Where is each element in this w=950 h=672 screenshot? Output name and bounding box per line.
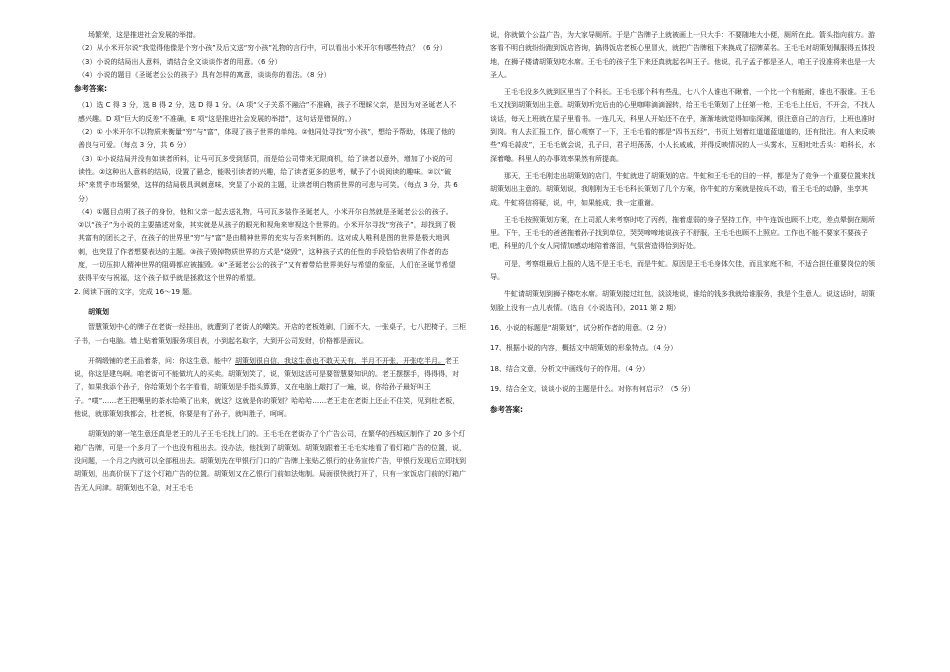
story-title: 胡策划: [88, 307, 109, 316]
intro-tail: 场繁荣，这是推进社会发展的举措。: [88, 31, 200, 39]
story-paragraph-8: 牛虻请胡策划到狮子楼吃水席。胡策划接过红包，淡淡地说，谁给的钱多我就给谁服务，我是个生意人。说这话时，胡策划脸上没有一点儿表情。（选自《小说选刊》，2011 第 2 期）: [490, 290, 875, 312]
story-paragraph-7: 可是，考察组最后上报的人选不是王毛毛，而是牛虻。原因是王毛毛身体欠佳，而且家庭不和，不适合担任重要岗位的领导。: [490, 259, 875, 282]
question-16: 16、小说的标题是“胡策划”，试分析作者的用意。（2 分）: [490, 323, 671, 332]
answer-heading: 参考答案:: [74, 84, 107, 94]
question-2: （2）从小米开尔说“我觉得他像是个穷小孩”及后文送“穷小孩”礼物的言行中，可以看出小米开尔有哪些特点？（6 分）: [78, 44, 447, 53]
answer-2: （2）① 小米开尔不以物质来衡量“穷”与“富”，体现了孩子世界的单纯。②他同处寻找“穷小孩”，想给予帮助，体现了他的善良与可爱。（每点 3 分，共 6 分）: [78, 128, 455, 150]
story-paragraph-6: 王毛毛按照策划方案，在上司派人来考察时吃了丙药，拖着虚弱的身子坚持工作，中午连饭也顾不上吃，差点晕倒在厕所里。下午，王毛毛的爸爸拖着孙子找到单位，哭哭啼啼地说孩子不舒服，王毛毛也顾不上照应。工作也不能不要家不要孩子吧，科里的几个女人同情加感动地陪着落泪，气氛营造得恰到好处。: [490, 215, 875, 251]
story-paragraph-1: 智慧策划中心的牌子在老街一经挂出，就遭到了老街人的嘲笑。开店的老板姓刷，门面不大，一张桌子，七八把椅子，三柜子书，一台电脑。墙上贴着策划服务项目表，小到起名取字，大到开公司发财，价格都是面议。: [74, 323, 466, 345]
question-18: 18、结合文意，分析文中画线句子的作用。（4 分）: [490, 364, 650, 373]
story-paragraph-2-rest: 老王说，你这是建鸟啊。咱老街可不能做坑人的买卖。胡策划笑了，说，策划这活可是要智慧要知识的。老王摆摆手，得得得，对了，如果我添个孙子，你给策划个名字看看，胡策划是手指头算算，又在电脑上敲打了一遍，说，你给孙子最好叫王子。“噗”……老王把嘴里的茶水给喷了出来，就这？这就是你的策划？哈哈哈……老王走在老街上还止不住笑，见到杜老板，他说，就那策划我都会，杜老板，你要是有了孙子，就叫胜子，呵呵。: [74, 356, 460, 419]
story-paragraph-5: 那天，王毛毛刚走出胡策划的店门，牛虻就进了胡策划的店。牛虻和王毛毛的目的一样，都是为了竞争一个重要位置来找胡策划出主意的。胡策划说，我刚刚为王毛毛科长策划了几个方案，你牛虻的方案就是按兵不动，看王毛毛的动静，坐享其成。牛虻将信将疑，说，中，如果能成，我一定重谢。: [490, 171, 875, 207]
story-paragraph-4: 王毛毛没多久就到区里当了个科长。王毛毛那个科有些乱，七八个人谁也不瞅着，一个比一个有能耐，谁也不服谁。王毛毛又找到胡策划出主意。胡策划听完后由的心里咖啡滴滴溜转，给王毛毛策划了上任第一枪，王毛毛上任后，不开会，不找人谈话，每天上班就在屋子里看书。一连几天，科里人开始还不在乎，渐渐地就觉得如临深渊，很注意自己的言行，上班也准时到岗。有人去汇报工作，留心观察了一下，王毛毛看的都是“四书五经”，书页上划着红道道蓝道道的，还有批注。有人来反映些“鸡毛蒜皮”，王毛毛就会说，孔子曰，君子坦荡荡，小人长戚戚，并得反映情况的人一头雾水，互相吐吐舌头：咱科长，水深着嘞。科里人的办事效率果然有所提高。: [490, 88, 876, 163]
question-19: 19、结合全文，谈谈小说的主题是什么。对你有何启示？（5 分）: [490, 384, 695, 393]
answer-3: （3）①小说结局并没有如读者所料，让马可瓦多受到惩罚，而是给公司带来无限商机，给了读者以意外，增加了小说的可读性。②这种出人意料的结局，设置了悬念，能吸引读者的兴趣，给了读者更多的思考，赋予了小说阅读的趣味。②以“破坏”来贯乎市场繁荣，这样的结局极具讽刺意味，突显了小说的主题，让读者明白物质世界的可悲与可笑。（每点 3 分，共 6 分）: [78, 154, 458, 203]
section-instruction: 2. 阅读下面的文字，完成 16～19 题。: [74, 287, 197, 296]
story-paragraph-3: 胡策划的第一笔生意还真是老王的儿子王毛毛找上门的。王毛毛在老街办了个广告公司，在繁华的西城区制作了 20 多个灯箱广告牌，可是一个多月了一个也没有租出去。没办法，他找到了胡策划。胡策划跟着王毛毛实地看了看灯箱广告的位置，说，没问题，一个月之内就可以全部租出去。胡策划先在甲银行门口的广告牌上张贴乙银行的业务宣传广告，甲银行发现后立即找到胡策划，出高价误下了这个灯箱广告的位置。胡策划又在乙银行门前如法炮制。局面很快就打开了，只有一家饭店门前的灯箱广告无人问津。胡策划也不急，对王毛毛: [74, 430, 466, 492]
story-paragraph-2: [74, 355, 466, 421]
question-4: （4）小说的题目《圣诞老公公的孩子》具有怎样的寓意，谈谈你的看法。（8 分）: [78, 70, 331, 79]
story-paragraph-3-continued: 说，你就做个公益广告，为大家导厕所。于是广告牌子上就被画上一只大手：不要随地大小便，厕所在此。箭头指向前方。游客看不明白就纷纷跑到饭店咨询，搞得饭店老板心里冒火，就把广告牌租下来换成了招牌菜名。王毛毛对胡策划佩服得五体投地，在狮子楼请胡策划吃水席。王毛毛的孩子生下来还真就起名叫王子。他说，孔子孟子都是圣人，咱王子没准将来也是一大圣人。: [490, 31, 875, 79]
answer-heading-right: 参考答案:: [490, 405, 523, 415]
question-17: 17、根据小说的内容，概括文中胡策划的形象特点。（4 分）: [490, 344, 678, 353]
answer-4: （4）①题目点明了孩子的身份，他和父亲一起去送礼物，马可瓦多装作圣诞老人，小米开尔自然就是圣诞老公公的孩子。②以“孩子”为小说的主要描述对象，其实就是从孩子的眼光和视角来审视这个世界的。小米开尔寻找“穷孩子”，却找到了极其富有的团长之子，在孩子的世界里“穷”与“富”是由精神世界的充实与否来判断的。这对成人唯利是图的世界是极大地讽刺，也突显了作者想要表达的主题。③孩子毁掉物质世界的方式是“烧毁”，这种孩子式的任性的手段恰恰表明了作者的态度，一切压抑人精神世界的阻碍都应被摧毁。④“圣诞老公公的孩子”又有着带给世界美好与希望的象征，人们在圣诞节希望获得平安与祝福，这个孩子似乎就是拯救这个世界的希望。: [78, 207, 456, 283]
right-column: [490, 29, 880, 416]
left-column: [74, 29, 466, 495]
answer-1: （1）选 C 得 3 分，选 B 得 2 分，选 D 得 1 分。（A 项“父子关系不融洽”不准确，孩子不理睬父亲，是因为对圣诞老人不感兴趣。D 项“巨大的反差”不准确，E 项“这是推进社会发展的举措”，这句话是错误的。）: [78, 101, 457, 123]
story-paragraph-2-lead: 开绸缎铺的老王品着茶，问：你这生意，能中？: [88, 356, 235, 365]
underlined-sentence: 胡策划很自信，我这生意也不敢天天有，半月不开张，开张吃半月。: [235, 356, 445, 365]
question-3: （3）小说的结局出人意料，请结合全文谈谈作者的用意。（6 分）: [78, 57, 282, 66]
